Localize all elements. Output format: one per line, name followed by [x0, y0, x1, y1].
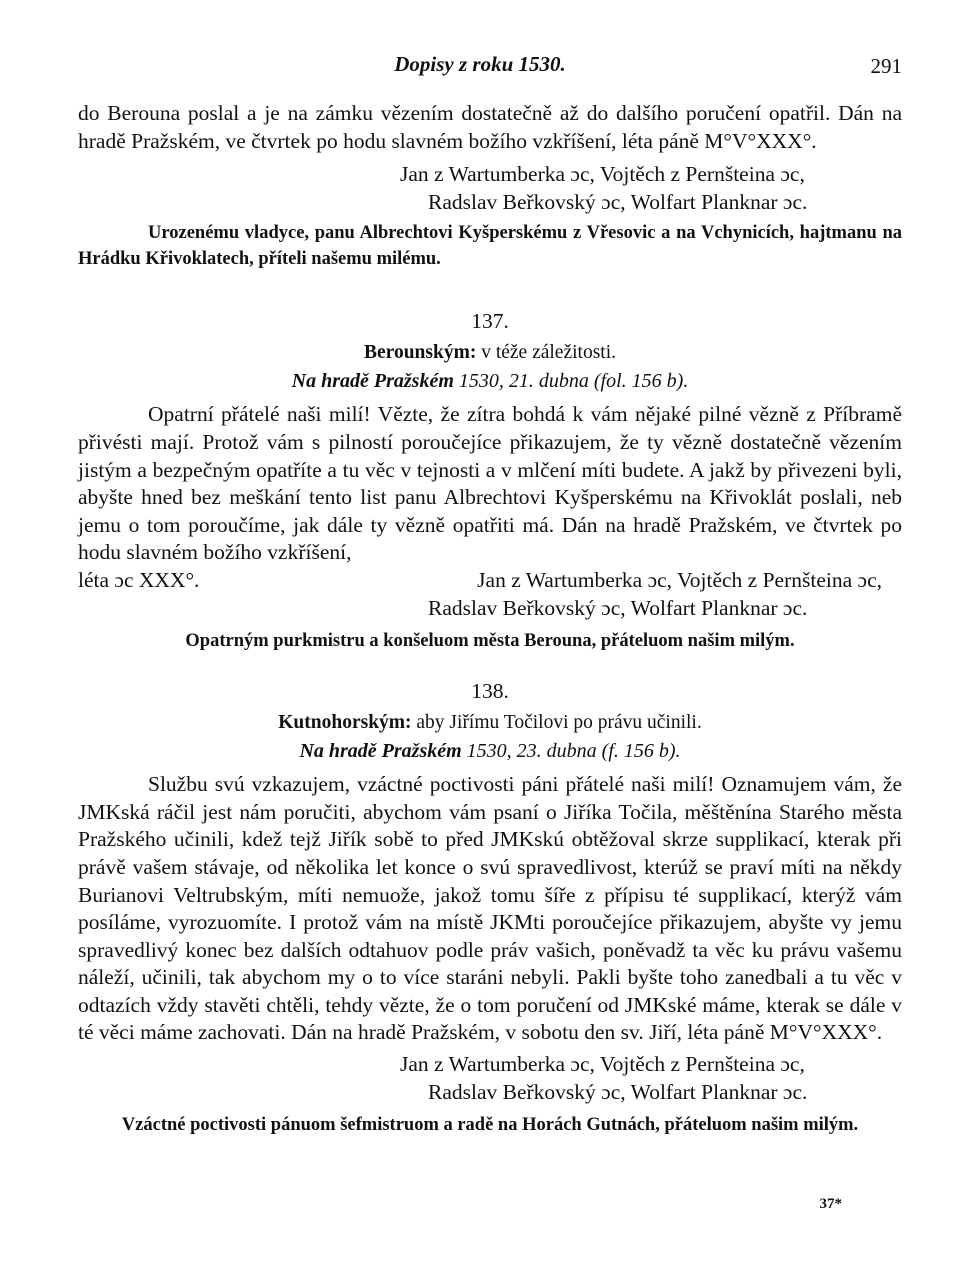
letter-heading-subject: aby Jiřímu Točilovi po právu učinili. — [411, 712, 702, 734]
letter-body: Službu svú vzkazujem, vzáctné poctivosti páni přátelé naši milí! Oznamujem vám, že JMKská ráčil jest nám poručiti, abychom vám psaní o Jiříka Točila, měštěnína Starého města Pražského učinili, kdež tejž Jiřík sobě to před JMKskú obtěžoval skrze supplikací, kterak při právě vašem stávaje, od několika let konce o svú spravedlivost, kterúž se praví míti na někdy Burianovi Veltrubským, míti nemuože, jakož tomu šíře z přípisu té supplikací, kterýž vám posíláme, vyrozuomíte. I protož vám na místě JKMti poroučejíce přikazujem, abyšte vy jemu spravedlivý konec bez dalších odtahuov podle práv vašich, poněvadž ta věc ku právu vašemu náleží, učinili, tak abychom my o to více staráni nebyli. Pakli byšte toho zanedbali a tu věc v odtazích vždy stavěti chtěli, tehdy vězte, že o tom poručení od JMKské máme, kterak se dále v té věci máme zachovati. Dán na hradě Pražském, v sobotu den sv. Jiří, léta páně M°V°XXX°. — [78, 772, 902, 1045]
letter-signatures — [78, 595, 902, 623]
letter-body-last-line — [78, 567, 902, 595]
letter-date-detail: 1530, 21. dubna (fol. 156 b). — [453, 370, 689, 393]
letter-date-detail: 1530, 23. dubna (f. 156 b). — [461, 740, 681, 763]
signature-line: Jan z Wartumberka ɔc, Vojtěch z Pernšteina ɔc, — [400, 1052, 805, 1077]
signature-line: Jan z Wartumberka ɔc, Vojtěch z Pernšteina ɔc, — [400, 162, 805, 187]
page-header — [0, 52, 960, 82]
letter-138 — [78, 678, 902, 1138]
letter-address: Opatrným purkmistru a konšeluom města Berouna, přáteluom našim milým. — [185, 631, 795, 652]
letter-date-place: Na hradě Pražském — [299, 740, 462, 763]
letter-heading-recipient: Berounským: — [363, 342, 477, 364]
signature-line: Radslav Beřkovský ɔc, Wolfart Planknar ɔc. — [428, 595, 808, 620]
letter-number: 137. — [471, 309, 509, 334]
letter-date-place: Na hradě Pražském — [291, 370, 454, 393]
previous-letter-ending — [78, 100, 902, 272]
signature-line: Radslav Beřkovský ɔc, Wolfart Planknar ɔc. — [428, 189, 808, 214]
letter-address: Vzáctné poctivosti pánuom šefmistruom a radě na Horách Gutnách, přáteluom našim milým. — [121, 1115, 859, 1136]
previous-letter-text: do Berouna poslal a je na zámku vězením dostatečně až do dalšího poručení opatřil. Dán na hradě Pražském, ve čtvrtek po hodu slavném božího vzkříšení, léta páně M°V°XXX°. — [78, 101, 902, 153]
letter-date — [78, 367, 902, 395]
letter-137 — [78, 308, 902, 654]
letter-heading-recipient: Kutnohorským: — [278, 712, 412, 734]
letter-signatures — [78, 1051, 902, 1106]
printer-signature-mark: 37* — [819, 1196, 842, 1212]
letter-body-ending: léta ɔc XXX°. — [78, 567, 200, 592]
page-content — [78, 100, 902, 1138]
letter-heading-subject: v téže záležitosti. — [476, 342, 616, 364]
letter-number: 138. — [471, 679, 509, 704]
letter-heading — [78, 339, 902, 367]
previous-letter-signatures — [78, 161, 902, 216]
letter-date — [78, 737, 902, 765]
signature-line: Radslav Beřkovský ɔc, Wolfart Planknar ɔc. — [428, 1079, 808, 1104]
running-title: Dopisy z roku 1530. — [394, 52, 566, 76]
letter-heading — [78, 709, 902, 737]
letter-body: Opatrní přátelé naši milí! Vězte, že zítra bohdá k vám nějaké pilné vězně z Příbramě přivésti mají. Protož vám s pilností poroučejíce přikazujem, že ty vězně dostatečně vězením jistým a bezpečným opatříte a tu věc v tejnosti a v mlčení míti budete. A jakž by přivezeni byli, abyšte hned bez meškání tento list panu Albrechtovi Kyšperskému na Křivoklát poslali, neb jemu o tom poroučíme, jak dále ty vězně opatřiti má. Dán na hradě Pražském, ve čtvrtek po hodu slavném božího vzkříšení, — [78, 402, 902, 565]
previous-letter-address: Urozenému vladyce, panu Albrechtovi Kyšperskému z Vřesovic a na Vchynicích, hajtmanu na Hrádku Křivoklatech, příteli našemu milému. — [78, 223, 902, 270]
signature-line: Jan z Wartumberka ɔc, Vojtěch z Pernšteina ɔc, — [477, 567, 882, 592]
page-number: 291 — [870, 54, 902, 78]
